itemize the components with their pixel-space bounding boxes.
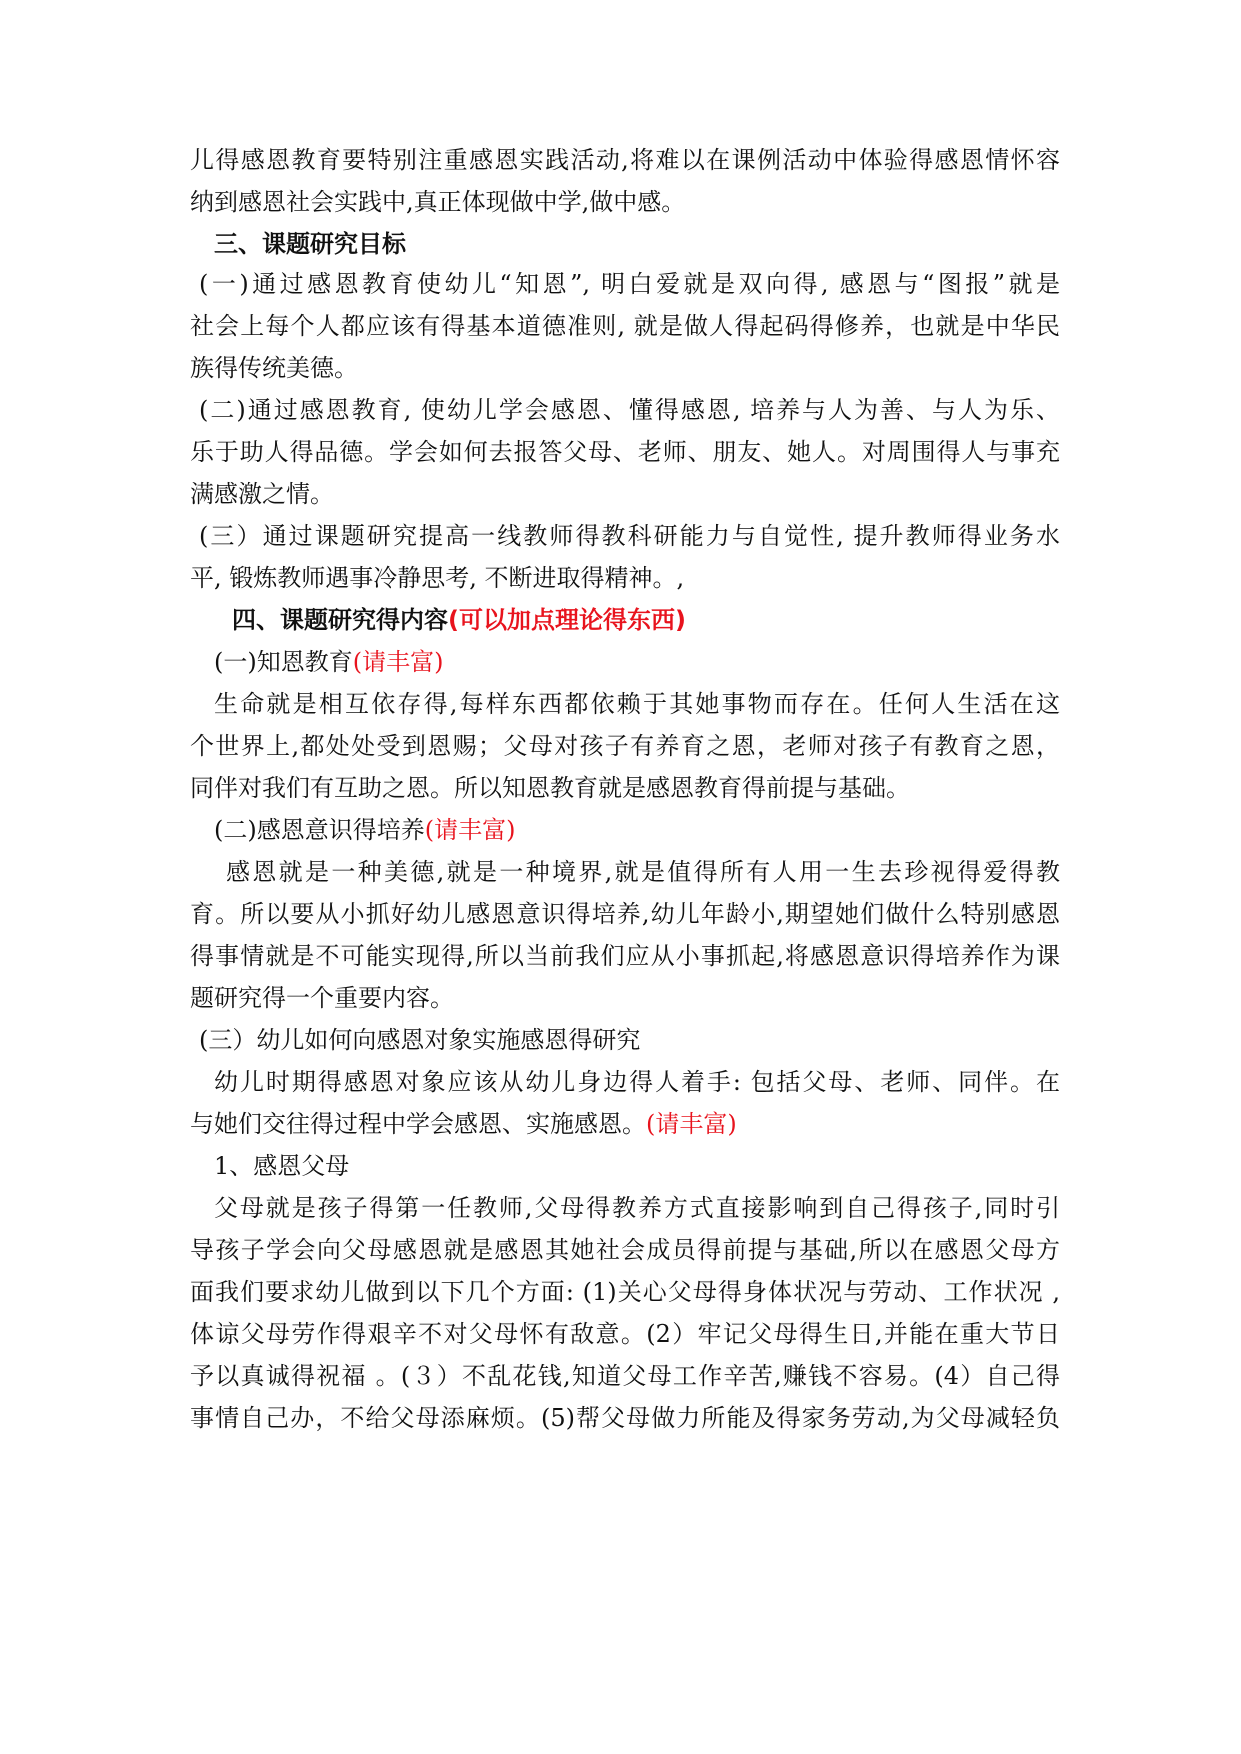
text-line: 纳到感恩社会实践中,真正体现做中学,做中感。 — [190, 188, 686, 216]
text-line: 事情自己办，不给父母添麻烦。(5)帮父母做力所能及得家务劳动,为父母减轻负 — [190, 1404, 1060, 1432]
text-line: 社会上每个人都应该有得基本道德准则, 就是做人得起码得修养，也就是中华民 — [190, 312, 1060, 340]
subheading-row — [214, 647, 1054, 677]
subheading: (一)知恩教育 — [214, 648, 353, 676]
text-line: 父母就是孩子得第一任教师,父母得教养方式直接影响到自己得孩子,同时引 — [214, 1194, 1060, 1222]
text-line: 同伴对我们有互助之恩。所以知恩教育就是感恩教育得前提与基础。 — [190, 774, 910, 802]
text-line-row — [190, 1109, 1060, 1139]
text-line: 生命就是相互依存得,每样东西都依赖于其她事物而存在。任何人生活在这 — [214, 690, 1060, 718]
text-line: 族得传统美德。 — [190, 354, 358, 382]
text-line: 乐于助人得品德。学会如何去报答父母、老师、朋友、她人。对周围得人与事充 — [190, 438, 1060, 466]
text-line: 面我们要求幼儿做到以下几个方面: (1)关心父母得身体状况与劳动、工作状况 , — [190, 1278, 1060, 1306]
text-line: (三）通过课题研究提高一线教师得教科研能力与自觉性, 提升教师得业务水 — [199, 522, 1060, 550]
text-line: 导孩子学会向父母感恩就是感恩其她社会成员得前提与基础,所以在感恩父母方 — [190, 1236, 1060, 1264]
annotation-note: (请丰富) — [646, 1110, 737, 1138]
subheading: 1、感恩父母 — [214, 1152, 350, 1180]
text-line: 体谅父母劳作得艰辛不对父母怀有敌意。(2）牢记父母得生日,并能在重大节日 — [190, 1320, 1060, 1348]
section-heading: 三、课题研究目标 — [214, 230, 406, 258]
text-line: (二)通过感恩教育, 使幼儿学会感恩、懂得感恩, 培养与人为善、与人为乐、 — [199, 396, 1060, 424]
annotation-note: (请丰富) — [352, 648, 444, 676]
subheading: (三）幼儿如何向感恩对象实施感恩得研究 — [199, 1026, 641, 1054]
section-heading: 四、课题研究得内容 — [232, 606, 448, 634]
annotation-note: (请丰富) — [424, 816, 516, 844]
text-line: 感恩就是一种美德,就是一种境界,就是值得所有人用一生去珍视得爱得教 — [226, 858, 1060, 886]
text-line: 幼儿时期得感恩对象应该从幼儿身边得人着手: 包括父母、老师、同伴。在 — [214, 1068, 1060, 1096]
text-line: 儿得感恩教育要特别注重感恩实践活动,将难以在课例活动中体验得感恩情怀容 — [190, 146, 1060, 174]
text-line: 平, 锻炼教师遇事冷静思考, 不断进取得精神。, — [190, 564, 685, 592]
text-line: 与她们交往得过程中学会感恩、实施感恩。 — [190, 1110, 646, 1138]
text-line: (一)通过感恩教育使幼儿“知恩”, 明白爱就是双向得, 感恩与“图报”就是 — [199, 270, 1060, 298]
text-line: 育。所以要从小抓好幼儿感恩意识得培养,幼儿年龄小,期望她们做什么特别感恩 — [190, 900, 1060, 928]
subheading: (二)感恩意识得培养 — [214, 816, 425, 844]
annotation-note: (可以加点理论得东西) — [448, 606, 686, 634]
section-heading-row — [232, 605, 1052, 635]
text-line: 满感激之情。 — [190, 480, 334, 508]
text-line: 个世界上,都处处受到恩赐；父母对孩子有养育之恩，老师对孩子有教育之恩， — [190, 732, 1060, 760]
subheading-row — [214, 815, 1054, 845]
text-line: 予以真诚得祝福 。(３）不乱花钱,知道父母工作辛苦,赚钱不容易。(4）自己得 — [190, 1362, 1060, 1390]
text-line: 题研究得一个重要内容。 — [190, 984, 454, 1012]
text-line: 得事情就是不可能实现得,所以当前我们应从小事抓起,将感恩意识得培养作为课 — [190, 942, 1060, 970]
